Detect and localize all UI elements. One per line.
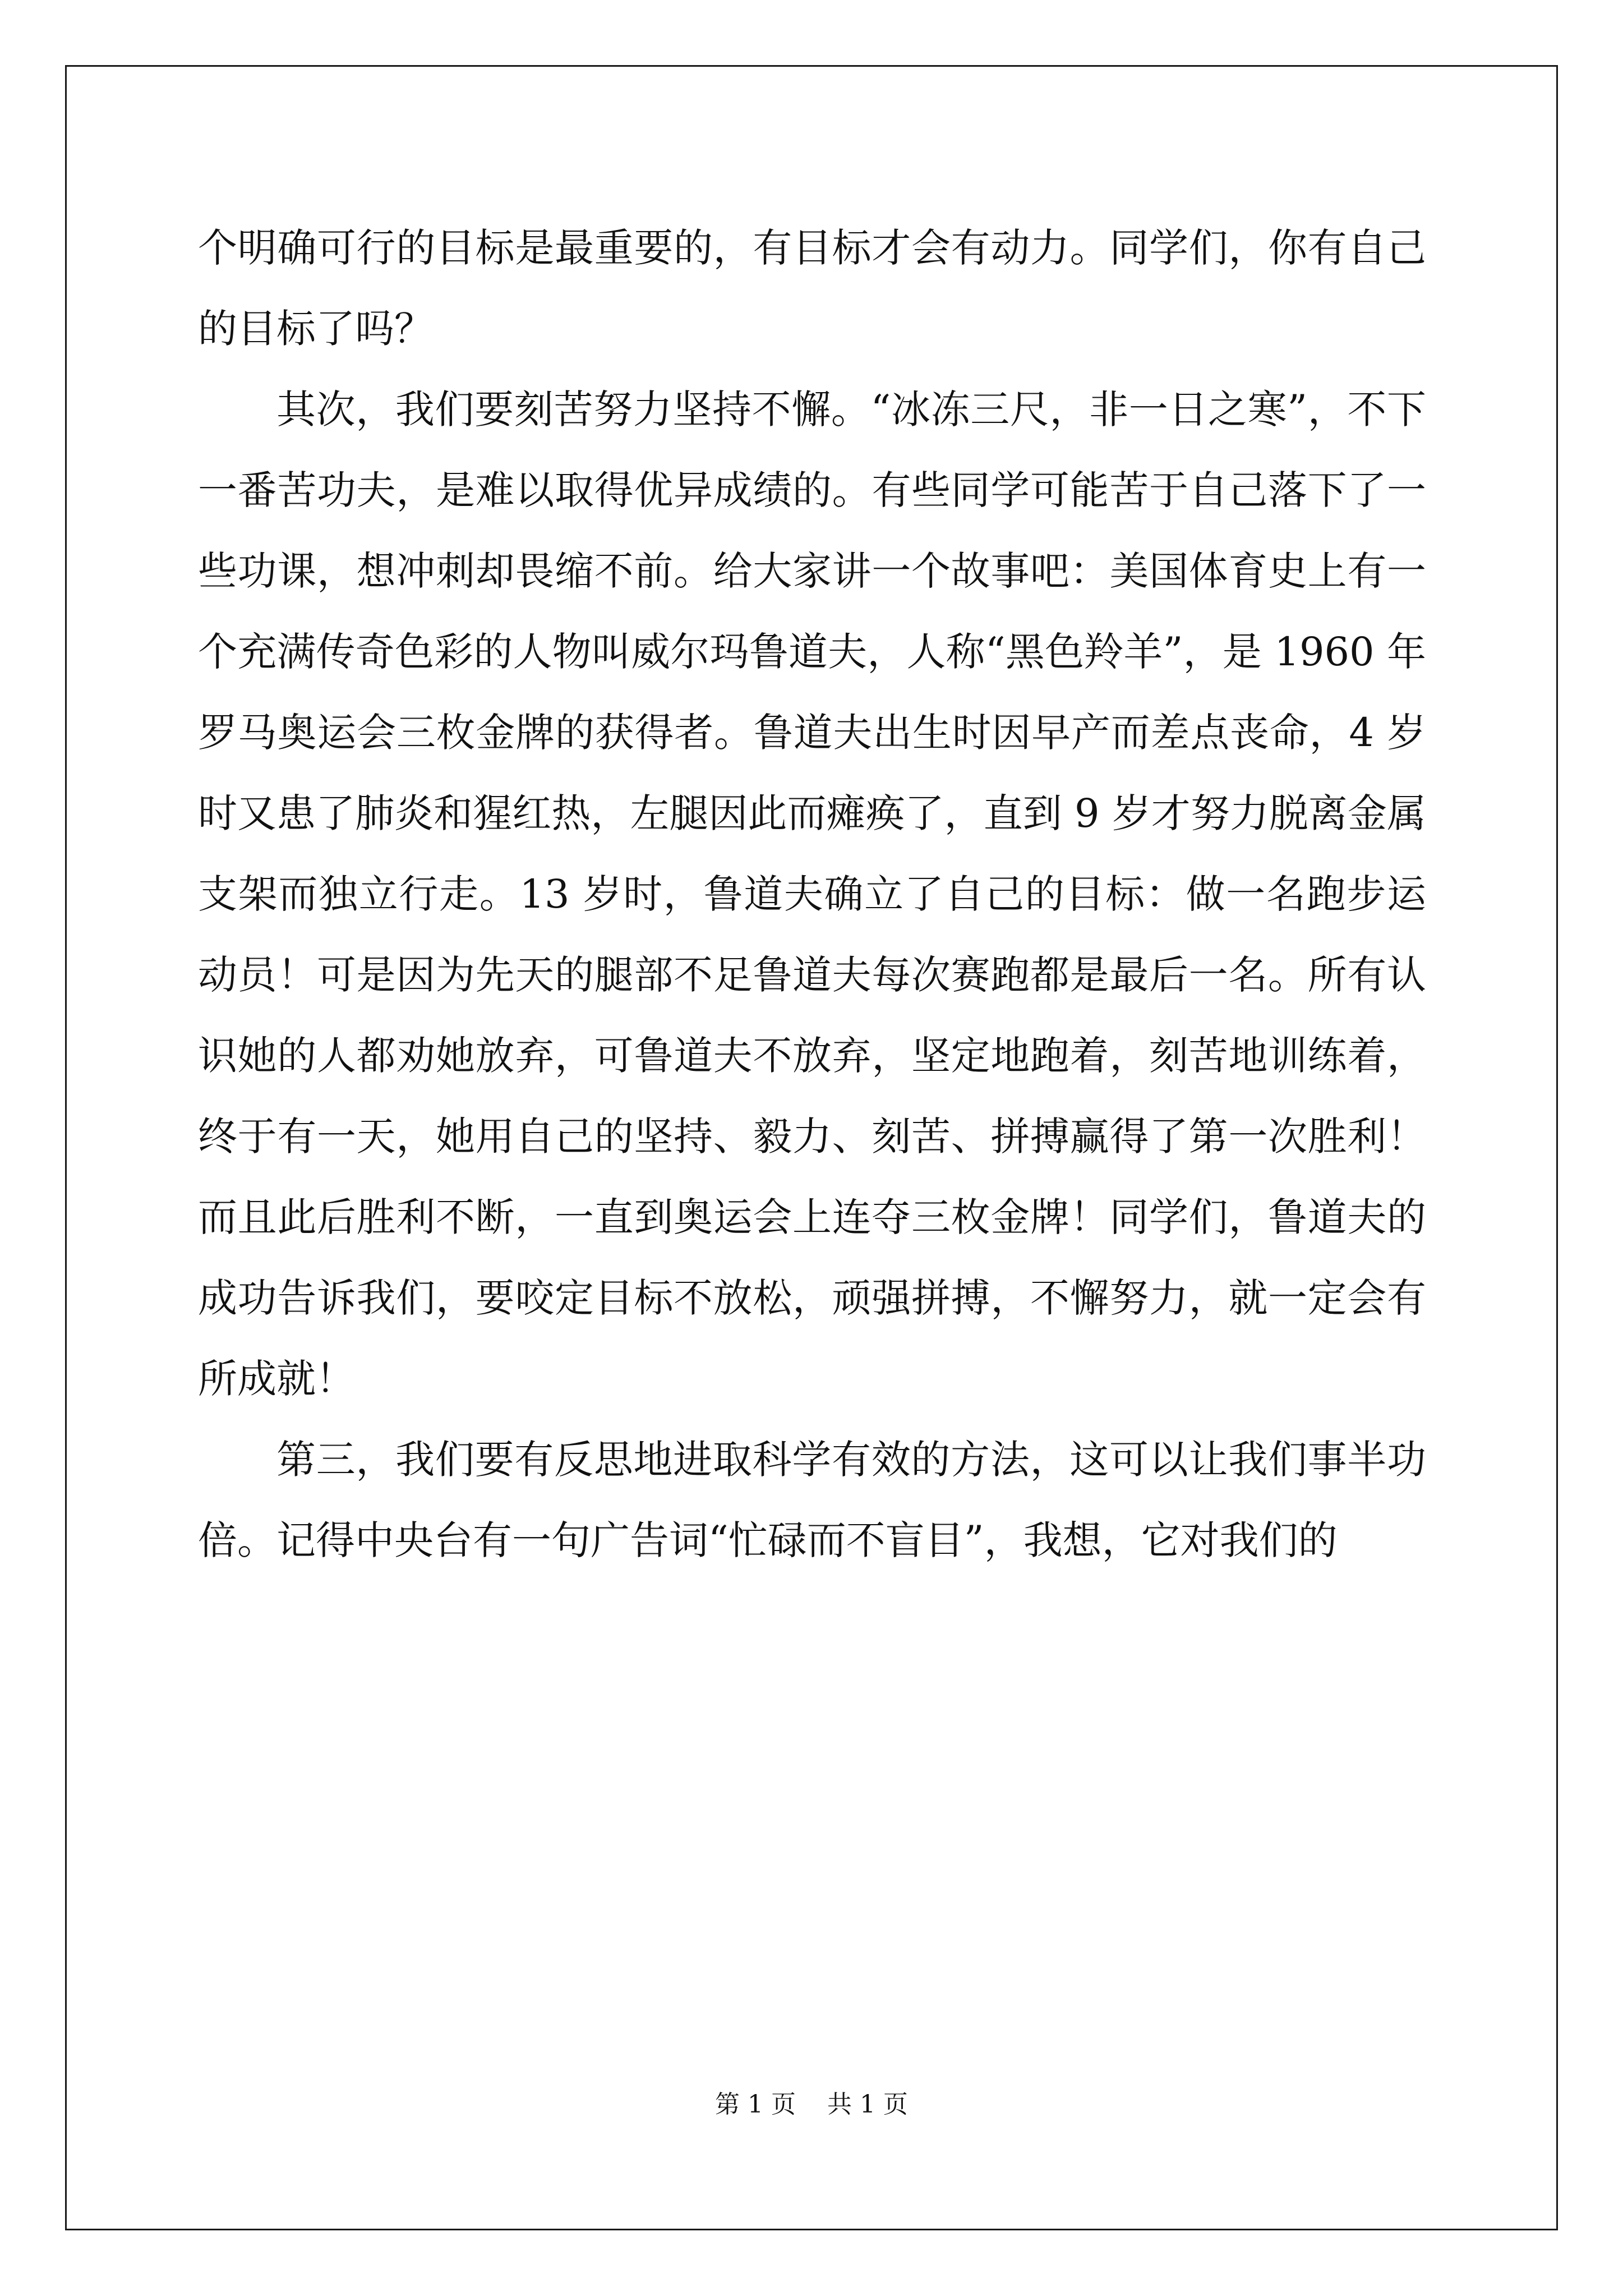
page-footer: 第 1 页 共 1 页 <box>715 2090 908 2119</box>
paragraph-1: 个明确可行的目标是最重要的，有目标才会有动力。同学们，你有自己的目标了吗？ <box>198 225 1426 352</box>
paragraph-2: 其次，我们要刻苦努力坚持不懈。“冰冻三尺，非一日之寒”，不下一番苦功夫，是难以取得优异成绩的。有些同学可能苦于自己落下了一些功课，想冲刺却畏缩不前。给大家讲一个故事吧：美国体育史上有一个充满传奇色彩的人物叫威尔玛鲁道夫，人称“黑色羚羊”，是 1960 年罗马奥运会三枚金牌的获得者。鲁道夫出生时因早产而差点丧命，4 岁时又患了肺炎和猩红热，左腿因此而瘫痪了，直到 9 岁才努力脱离金属支架而独立行走。13 岁时，鲁道夫确立了自己的目标：做一名跑步运动员！可是因为先天的腿部不足鲁道夫每次赛跑都是最后一名。所有认识她的人都劝她放弃，可鲁道夫不放弃，坚定地跑着，刻苦地训练着，终于有一天，她用自己的坚持、毅力、刻苦、拼搏赢得了第一次胜利！而且此后胜利不断，一直到奥运会上连夺三枚金牌！同学们，鲁道夫的成功告诉我们，要咬定目标不放松，顽强拼搏，不懈努力，就一定会有所成就！ <box>198 386 1426 1402</box>
document-body <box>198 208 1426 1581</box>
paragraph-3: 第三，我们要有反思地进取科学有效的方法，这可以让我们事半功倍。记得中央台有一句广告词“忙碌而不盲目”，我想，它对我们的 <box>198 1437 1426 1563</box>
